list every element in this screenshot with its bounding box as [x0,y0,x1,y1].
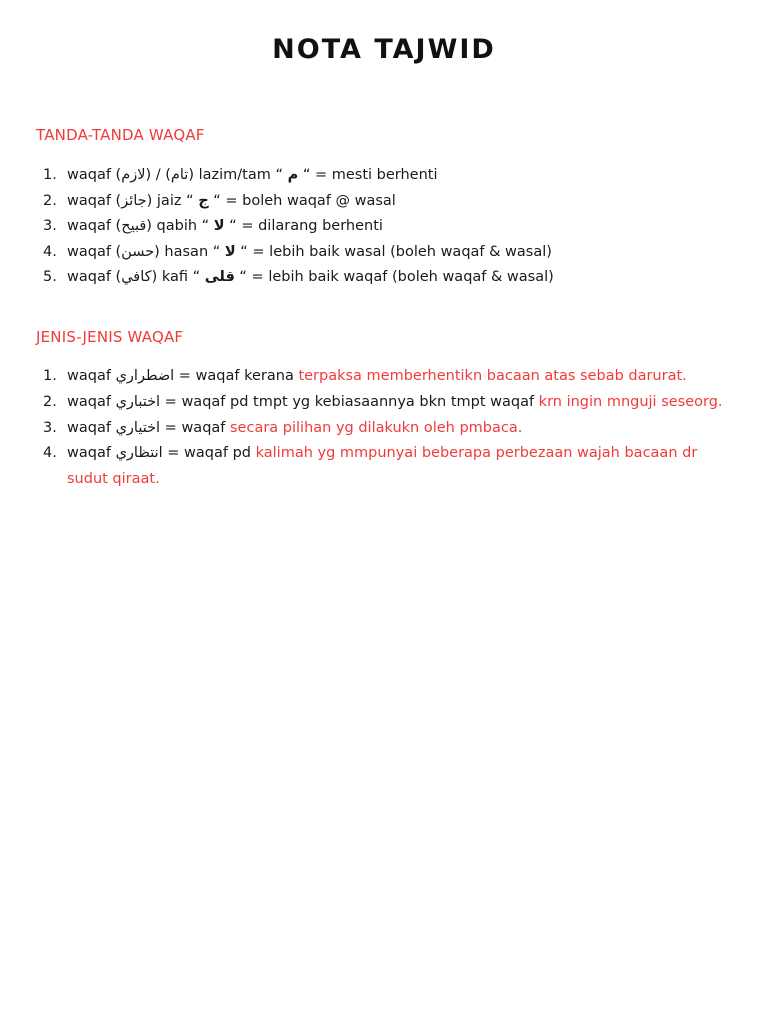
list-item [36,163,726,189]
item-text: ) kafi “ [151,269,205,286]
item-text: = waqaf [160,419,230,436]
list-item [36,364,726,390]
item-text: ) hasan “ [154,243,225,260]
list-item [36,265,726,291]
item-definition-red: kalimah yg mmpunyai beberapa perbezaan wajah bacaan dr sudut qiraat. [67,445,698,488]
arabic-term: تام [170,167,189,183]
item-text: waqaf [67,419,116,436]
item-text: = waqaf pd tmpt yg kebiasaannya bkn tmpt waqaf [160,393,539,410]
item-text: waqaf ( [67,269,122,286]
item-number: 1. [43,167,57,183]
arabic-term: لازم [121,167,146,183]
item-number: 4. [43,243,57,260]
jenis-waqaf-list [36,364,726,493]
item-definition-red: secara pilihan yg dilakukn oleh pmbaca. [230,419,523,436]
item-number: 2. [43,393,57,410]
waqaf-sign: قلى [204,269,235,286]
arabic-term: كافي [121,269,152,286]
list-item [36,189,726,215]
item-text: waqaf ( [67,243,122,260]
page-title: NOTA TAJWID [272,34,496,65]
item-text: waqaf ( [67,167,122,183]
item-text: waqaf ( [67,192,122,209]
item-number: 2. [43,192,57,209]
arabic-term: حسن [121,243,155,260]
item-text: “ = boleh waqaf @ wasal [208,192,396,209]
item-text: “ = lebih baik wasal (boleh waqaf & wasal) [235,243,552,260]
arabic-term: اختباري [115,393,161,410]
arabic-term: جائز [121,192,147,209]
item-text: waqaf [67,445,116,462]
waqaf-sign: ج [198,192,209,209]
arabic-term: اختياري [115,419,161,436]
waqaf-sign: م [287,167,299,183]
arabic-term: انتظاري [115,445,163,462]
arabic-term: اضطراري [115,368,175,384]
item-text: “ = dilarang berhenti [224,218,383,235]
item-text: ) / ( [145,167,171,183]
section-heading-jenis-waqaf: JENIS-JENIS WAQAF [36,328,184,346]
item-text: = waqaf pd [162,445,256,462]
item-number: 4. [43,445,57,462]
item-text: waqaf [67,393,116,410]
list-item [36,214,726,240]
item-number: 1. [43,368,57,384]
list-item [36,416,726,442]
item-text: = waqaf kerana [174,368,299,384]
item-text: ) jaiz “ [146,192,199,209]
waqaf-sign: لا [213,218,225,235]
item-text: “ = lebih baik waqaf (boleh waqaf & wasal) [234,269,554,286]
item-number: 3. [43,218,57,235]
item-number: 3. [43,419,57,436]
item-text: waqaf [67,368,116,384]
tanda-waqaf-list [36,163,726,291]
item-definition-red: terpaksa memberhentikn bacaan atas sebab darurat. [298,368,687,384]
list-item [36,240,726,266]
item-text: ) lazim/tam “ [188,167,288,183]
arabic-term: قبيح [121,218,147,235]
item-text: “ = mesti berhenti [298,167,438,183]
list-item [36,441,726,493]
item-number: 5. [43,269,57,286]
item-text: waqaf ( [67,218,122,235]
item-definition-red: krn ingin mnguji seseorg. [538,393,723,410]
item-text: ) qabih “ [146,218,214,235]
section-heading-tanda-waqaf: TANDA-TANDA WAQAF [36,126,205,144]
list-item [36,390,726,416]
waqaf-sign: لا [224,243,236,260]
